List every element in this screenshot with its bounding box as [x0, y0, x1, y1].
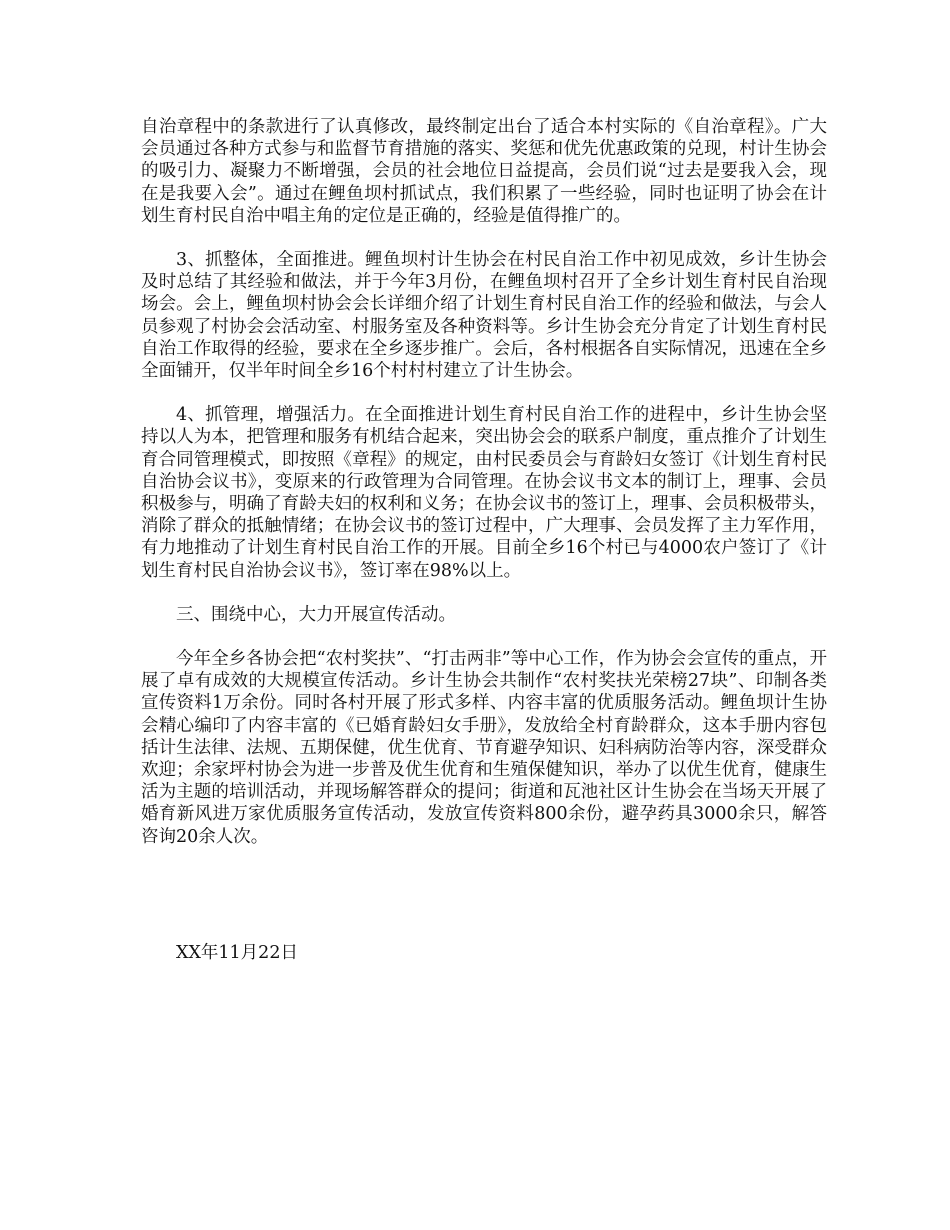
paragraph-section-4: 4、抓管理，增强活力。在全面推进计划生育村民自治工作的进程中，乡计生协会坚持以人为本，把管理和服务有机结合起来，突出协会会的联系户制度，重点推介了计划生育合同管理模式，即按照《章程》的规定，由村民委员会与育龄妇女签订《计划生育村民自治协会议书》，变原来的行政管理为合同管理。在协会议书文本的制订上，理事、会员积极参与，明确了育龄夫妇的权利和义务；在协会议书的签订上，理事、会员积极带头，消除了群众的抵触情绪；在协会议书的签订过程中，广大理事、会员发挥了主力军作用，有力地推动了计划生育村民自治工作的开展。目前全乡16个村已与4000农户签订了《计划生育村民自治协会议书》，签订率在98%以上。 [141, 405, 827, 581]
document-body [141, 116, 827, 848]
paragraph-section-3: 3、抓整体，全面推进。鲤鱼坝村计生协会在村民自治工作中初见成效，乡计生协会及时总结了其经验和做法，并于今年3月份，在鲤鱼坝村召开了全乡计划生育村民自治现场会。会上，鲤鱼坝村协会会长详细介绍了计划生育村民自治工作的经验和做法，与会人员参观了村协会会活动室、村服务室及各种资料等。乡计生协会充分肯定了计划生育村民自治工作取得的经验，要求在全乡逐步推广。会后，各村根据各自实际情况，迅速在全乡全面铺开，仅半年时间全乡16个村村村建立了计生协会。 [141, 250, 827, 382]
paragraph-publicity: 今年全乡各协会把“农村奖扶”、“打击两非”等中心工作，作为协会会宣传的重点，开展了卓有成效的大规模宣传活动。乡计生协会共制作“农村奖扶光荣榜27块”、印制各类宣传资料1万余份。同时各村开展了形式多样、内容丰富的优质服务活动。鲤鱼坝计生协会精心编印了内容丰富的《已婚育龄妇女手册》，发放给全村育龄群众，这本手册内容包括计生法律、法规、五期保健，优生优育、节育避孕知识、妇科病防治等内容，深受群众欢迎；余家坪村协会为进一步普及优生优育和生殖保健知识，举办了以优生优育，健康生活为主题的培训活动，并现场解答群众的提问；街道和瓦池社区计生协会在当场天开展了婚育新风进万家优质服务宣传活动，发放宣传资料800余份，避孕药具3000余只，解答咨询20余人次。 [141, 649, 827, 847]
paragraph-continuation: 自治章程中的条款进行了认真修改，最终制定出台了适合本村实际的《自治章程》。广大会员通过各种方式参与和监督节育措施的落实、奖惩和优先优惠政策的兑现，村计生协会的吸引力、凝聚力不断增强，会员的社会地位日益提高，会员们说“过去是要我入会，现在是我要入会”。通过在鲤鱼坝村抓试点，我们积累了一些经验，同时也证明了协会在计划生育村民自治中唱主角的定位是正确的，经验是值得推广的。 [141, 117, 827, 226]
document-date: XX年11月22日 [176, 943, 298, 963]
section-heading-three: 三、围绕中心，大力开展宣传活动。 [176, 604, 456, 625]
